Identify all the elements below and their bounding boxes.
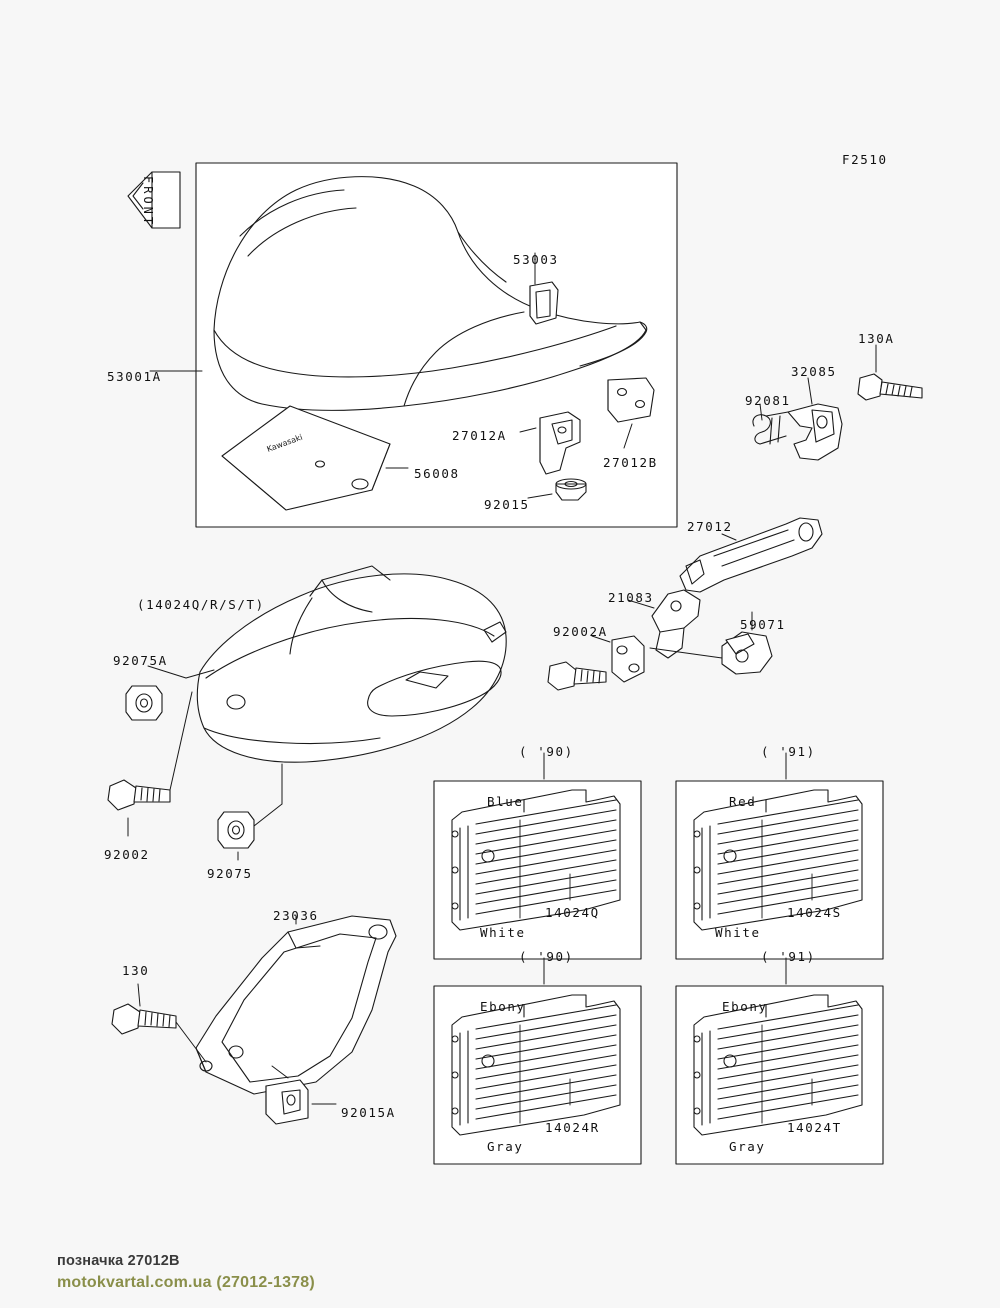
panel-2-bottom-color: White	[715, 925, 761, 940]
callout-92002: 92002	[104, 847, 150, 862]
plate-92002A	[612, 636, 644, 682]
callout-92015: 92015	[484, 497, 530, 512]
bolt-130A	[858, 374, 922, 400]
latch-32085	[788, 404, 842, 460]
footer-source	[57, 1274, 315, 1292]
grommet-92075A	[126, 686, 162, 720]
footer-note: позначка 27012B	[57, 1253, 180, 1269]
panel-3-top-color: Ebony	[480, 999, 526, 1014]
callout-27012A: 27012A	[452, 428, 507, 443]
callout-14024-group: (14024Q/R/S/T)	[137, 597, 265, 612]
callout-32085: 32085	[791, 364, 837, 379]
callout-92015A: 92015A	[341, 1105, 396, 1120]
callout-23036: 23036	[273, 908, 319, 923]
bracket-27012B	[608, 378, 654, 422]
clip-92015A	[266, 1080, 308, 1124]
panel-box-2	[676, 781, 883, 959]
spring-92081	[753, 412, 788, 444]
callout-92081: 92081	[745, 393, 791, 408]
callout-27012B: 27012B	[603, 455, 658, 470]
bolt-130	[112, 1004, 176, 1034]
knob-59071	[722, 632, 772, 674]
panel-4-year: ( '91)	[761, 949, 816, 964]
callout-56008: 56008	[414, 466, 460, 481]
footer-site: motokvartal.com.ua	[57, 1274, 212, 1291]
panel-box-3	[434, 986, 641, 1164]
bolt-92002A-fastener	[548, 662, 606, 690]
panel-3-part: 14024R	[545, 1120, 600, 1135]
lever-21083	[652, 590, 700, 658]
tail-cowl-14024	[197, 566, 506, 762]
callout-92075A: 92075A	[113, 653, 168, 668]
footer-reference: (27012-1378)	[216, 1274, 315, 1291]
panel-2-part: 14024S	[787, 905, 842, 920]
front-label: FRONT	[141, 176, 155, 228]
panel-4-bottom-color: Gray	[729, 1139, 766, 1154]
callout-53001A: 53001A	[107, 369, 162, 384]
panel-4-part: 14024T	[787, 1120, 842, 1135]
svg-text:Kawasaki: Kawasaki	[265, 432, 304, 454]
panel-3-bottom-color: Gray	[487, 1139, 524, 1154]
panel-box-4	[676, 986, 883, 1164]
callout-53003: 53003	[513, 252, 559, 267]
panel-2-year: ( '91)	[761, 744, 816, 759]
seat-tab-53003	[530, 282, 558, 324]
grommet-92075	[218, 812, 254, 848]
panel-1-top-color: Blue	[487, 794, 524, 809]
panel-1-year: ( '90)	[519, 744, 574, 759]
callout-59071: 59071	[740, 617, 786, 632]
bracket-23036	[196, 916, 396, 1094]
callout-130A: 130A	[858, 331, 895, 346]
bolt-92002	[108, 780, 170, 810]
callout-21083: 21083	[608, 590, 654, 605]
callout-27012: 27012	[687, 519, 733, 534]
panel-1-bottom-color: White	[480, 925, 526, 940]
callout-130: 130	[122, 963, 150, 978]
panel-3-year: ( '90)	[519, 949, 574, 964]
panel-1-part: 14024Q	[545, 905, 600, 920]
callout-92002A: 92002A	[553, 624, 608, 639]
panel-4-top-color: Ebony	[722, 999, 768, 1014]
footer	[57, 1253, 315, 1292]
panel-2-top-color: Red	[729, 794, 757, 809]
callout-92075: 92075	[207, 866, 253, 881]
panel-box-1	[434, 781, 641, 959]
diagram-code: F2510	[842, 152, 888, 167]
